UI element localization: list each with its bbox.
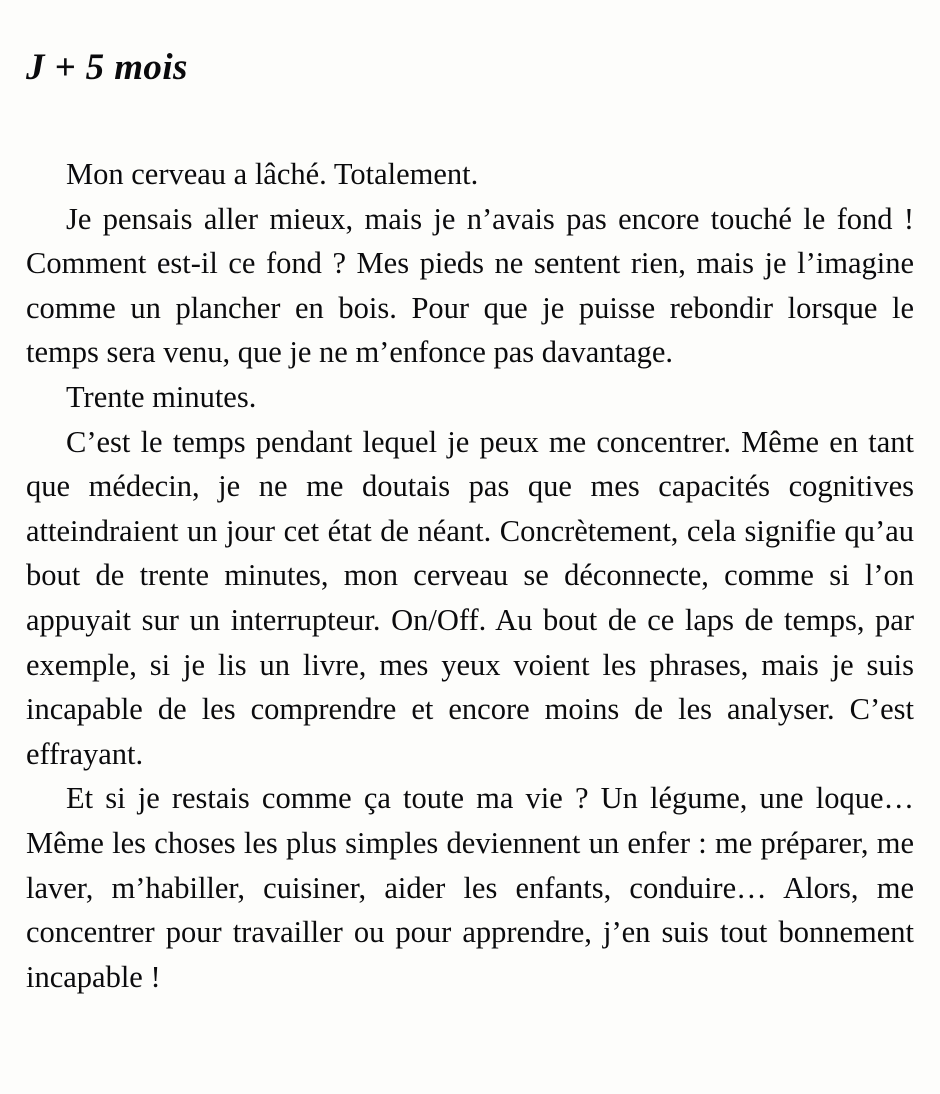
- paragraph: Mon cerveau a lâché. Totalement.: [66, 157, 479, 191]
- page-title: J + 5 mois: [26, 46, 188, 88]
- body-text-block: [26, 152, 914, 999]
- paragraph: Je pensais aller mieux, mais je n’avais pas encore touché le fond ! Comment est-il ce fond ? Mes pieds ne sentent rien, mais je l’imagine comme un plancher en bois. Pour que je puisse rebondir lorsque le temps sera venu, que je ne m’enfonce pas davantage.: [26, 201, 914, 370]
- paragraph: Trente minutes.: [66, 379, 257, 414]
- paragraph: Et si je restais comme ça toute ma vie ? Un légume, une loque… Même les choses les plus simples deviennent un enfer : me préparer, me laver, m’habiller, cuisiner, aider les enfants, conduire… Alors, me concentrer pour travailler ou pour apprendre, j’en suis tout bonnement incapable !: [26, 781, 914, 994]
- paragraph: C’est le temps pendant lequel je peux me concentrer. Même en tant que médecin, je ne me doutais pas que mes capacités cognitives atteindraient un jour cet état de néant. Concrètement, cela signifie qu’au bout de trente minutes, mon cerveau se déconnecte, comme si l’on appuyait sur un interrupteur. On/Off. Au bout de ce laps de temps, par exemple, si je lis un livre, mes yeux voient les phrases, mais je suis incapable de les comprendre et encore moins de les analyser. C’est effrayant.: [26, 424, 914, 771]
